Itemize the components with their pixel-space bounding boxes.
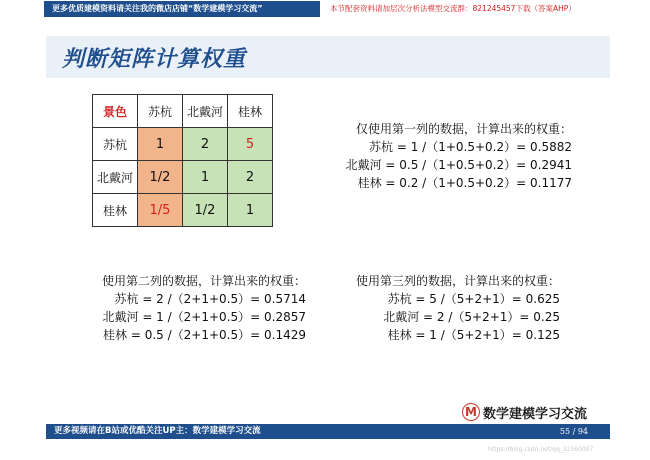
matrix-cell: 1 [183, 161, 228, 194]
table-row [93, 194, 273, 227]
table-row [93, 128, 273, 161]
matrix-cell: 2 [228, 161, 273, 194]
calc-heading: 仅使用第一列的数据，计算出来的权重： [355, 122, 572, 136]
row-header: 桂林 [93, 194, 138, 227]
column-header: 苏杭 [138, 95, 183, 128]
judgment-matrix-table [92, 94, 273, 227]
top-banner [0, 0, 650, 18]
calc-line: 北戴河 = 1 /（2+1+0.5）= 0.2857 [102, 310, 306, 324]
matrix-cell: 1 [138, 128, 183, 161]
title-band [46, 36, 610, 78]
top-banner-right-text: 本节配套资料请加层次分析法模型交流群：821245457下载（答案AHP） [324, 1, 610, 17]
matrix-cell: 1/2 [183, 194, 228, 227]
calc-line: 苏杭 = 2 /（2+1+0.5）= 0.5714 [114, 292, 306, 306]
calc-line: 北戴河 = 2 /（5+2+1）= 0.25 [383, 310, 560, 324]
top-banner-left-text: 更多优质建模资料请关注我的微店店铺“数学建模学习交流” [44, 1, 320, 17]
matrix-cell: 1/2 [138, 161, 183, 194]
calc-line: 桂林 = 1 /（5+2+1）= 0.125 [387, 328, 560, 342]
row-header: 北戴河 [93, 161, 138, 194]
page-number: 55 / 94 [559, 427, 588, 436]
calc-heading: 使用第三列的数据，计算出来的权重： [355, 274, 560, 288]
column-header: 桂林 [228, 95, 273, 128]
brand-logo [462, 400, 587, 424]
calc-line: 苏杭 = 5 /（5+2+1）= 0.625 [387, 292, 560, 306]
matrix-cell: 1/5 [138, 194, 183, 227]
bottom-banner [46, 424, 610, 439]
matrix-cell: 2 [183, 128, 228, 161]
url-watermark: https://blog.csdn.net/qq_32560007 [488, 446, 594, 453]
table-row [93, 161, 273, 194]
logo-m-icon: M [462, 403, 480, 421]
calc-column-3 [320, 272, 560, 344]
column-header: 北戴河 [183, 95, 228, 128]
table-header-row [93, 95, 273, 128]
calc-line: 桂林 = 0.5 /（2+1+0.5）= 0.1429 [103, 328, 306, 342]
slide-title: 判断矩阵计算权重 [62, 46, 247, 72]
row-header: 苏杭 [93, 128, 138, 161]
matrix-cell: 5 [228, 128, 273, 161]
calc-line: 苏杭 = 1 /（1+0.5+0.2）= 0.5882 [369, 140, 572, 154]
calc-line: 北戴河 = 0.5 /（1+0.5+0.2）= 0.2941 [345, 158, 572, 172]
calc-column-1 [318, 120, 572, 192]
calc-heading: 使用第二列的数据，计算出来的权重： [101, 274, 306, 288]
logo-text: 数学建模学习交流 [483, 406, 588, 422]
table-corner-label: 景色 [93, 95, 138, 128]
matrix-cell: 1 [228, 194, 273, 227]
calc-line: 桂林 = 0.2 /（1+0.5+0.2）= 0.1177 [357, 176, 572, 190]
bottom-banner-text: 更多视频请在B站或优酷关注UP主：数学建模学习交流 [54, 426, 261, 436]
calc-column-2 [60, 272, 306, 344]
